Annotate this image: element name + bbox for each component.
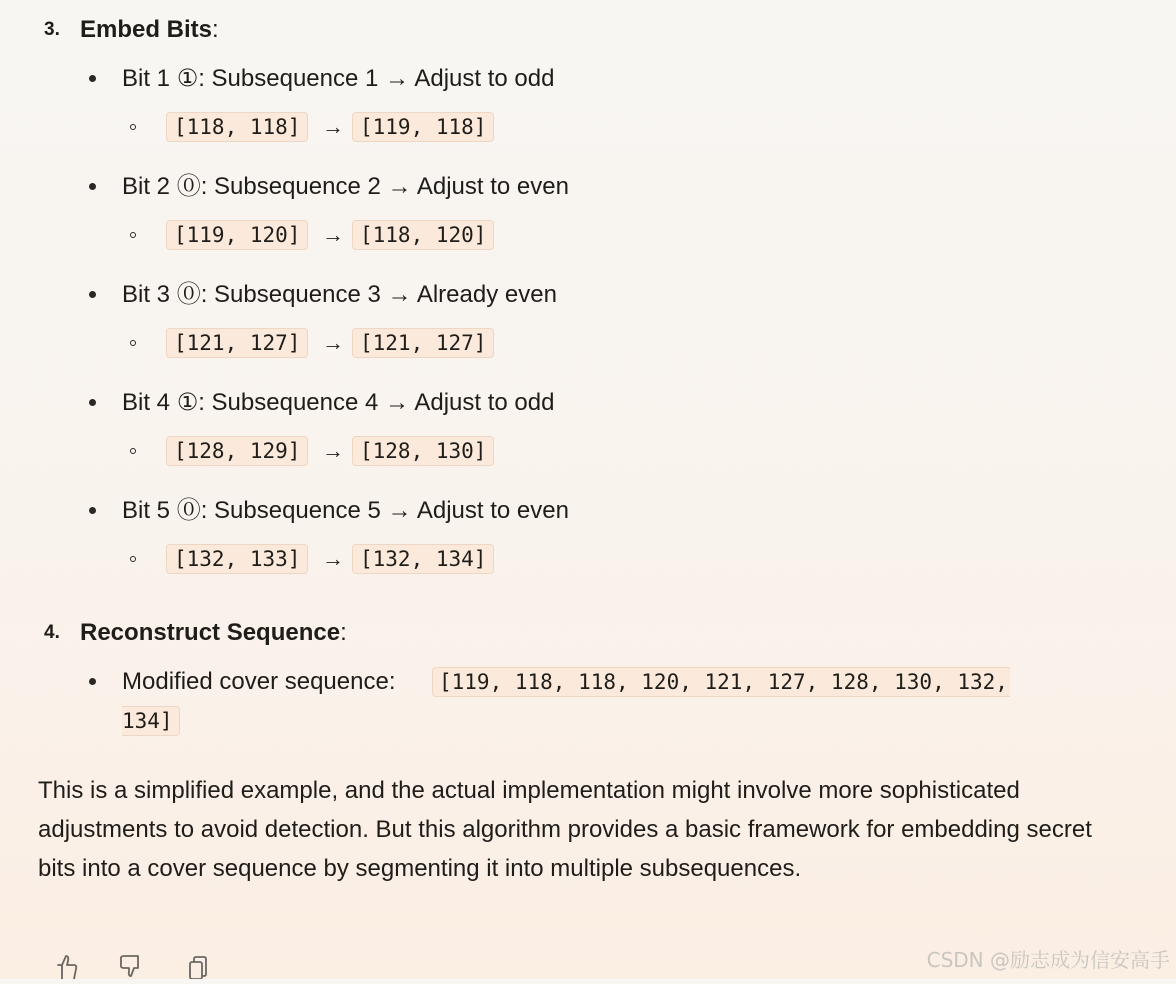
step-number: 3. — [44, 19, 60, 40]
step-title — [80, 15, 219, 45]
sub-list-item — [0, 434, 1176, 470]
sub-list-item — [0, 110, 1176, 146]
bit-label: Bit 4 ①: Subsequence 4 → Adjust to odd — [122, 389, 555, 416]
code-to: [119, 118] — [352, 112, 494, 142]
modified-sequence-label: Modified cover sequence: — [122, 668, 396, 695]
code-from: [121, 127] — [166, 328, 308, 358]
thumbs-down-icon[interactable] — [116, 952, 144, 979]
bit-label: Bit 2 ⓪: Subsequence 2 → Adjust to even — [122, 173, 569, 200]
list-item — [0, 493, 1176, 529]
step-title-colon: : — [212, 16, 219, 43]
response-actions — [50, 952, 250, 979]
code-from: [118, 118] — [166, 112, 308, 142]
circle-bullet-icon — [130, 556, 136, 562]
arrow-icon: → — [322, 330, 344, 355]
arrow-icon: → — [322, 222, 344, 247]
step-number: 4. — [44, 622, 60, 643]
circle-bullet-icon — [130, 124, 136, 130]
step-title-colon: : — [340, 619, 347, 646]
code-from: [119, 120] — [166, 220, 308, 250]
circle-bullet-icon — [130, 448, 136, 454]
code-to: [128, 130] — [352, 436, 494, 466]
sub-list-item — [0, 326, 1176, 362]
bullet-icon — [89, 75, 96, 82]
bit-label: Bit 1 ①: Subsequence 1 → Adjust to odd — [122, 65, 555, 92]
list-item — [0, 664, 1176, 740]
arrow-icon: → — [322, 438, 344, 463]
code-from: [128, 129] — [166, 436, 308, 466]
watermark: CSDN @励志成为信安高手 — [926, 948, 1170, 972]
sub-list-item — [0, 218, 1176, 254]
copy-icon[interactable] — [184, 952, 212, 979]
list-item — [0, 385, 1176, 421]
list-item — [0, 61, 1176, 97]
code-to: [121, 127] — [352, 328, 494, 358]
code-sequence-line2: 134] — [122, 706, 180, 736]
bullet-icon — [89, 678, 96, 685]
step-title-bold: Reconstruct Sequence — [80, 619, 341, 646]
bullet-icon — [89, 183, 96, 190]
list-item — [0, 169, 1176, 205]
list-item — [0, 277, 1176, 313]
circle-bullet-icon — [130, 340, 136, 346]
bit-label: Bit 5 ⓪: Subsequence 5 → Adjust to even — [122, 497, 569, 524]
thumbs-up-icon[interactable] — [52, 952, 80, 979]
step-title — [80, 618, 347, 648]
bullet-icon — [89, 291, 96, 298]
sub-list-item — [0, 542, 1176, 578]
code-from: [132, 133] — [166, 544, 308, 574]
code-to: [118, 120] — [352, 220, 494, 250]
bit-label: Bit 3 ⓪: Subsequence 3 → Already even — [122, 281, 557, 308]
bullet-icon — [89, 399, 96, 406]
arrow-icon: → — [322, 546, 344, 571]
arrow-icon: → — [322, 114, 344, 139]
code-to: [132, 134] — [352, 544, 494, 574]
step-title-bold: Embed Bits — [80, 16, 213, 43]
bullet-icon — [89, 507, 96, 514]
circle-bullet-icon — [130, 232, 136, 238]
summary-paragraph: This is a simplified example, and the actual implementation might involve more sophisticated adjustments to avoid detection. But this algorithm provides a basic framework for embedding secret bits into a cover sequence by segmenting it into multiple subsequences. — [38, 777, 1092, 882]
code-sequence-line1: [119, 118, 118, 120, 121, 127, 128, 130, 132, — [432, 667, 1010, 697]
